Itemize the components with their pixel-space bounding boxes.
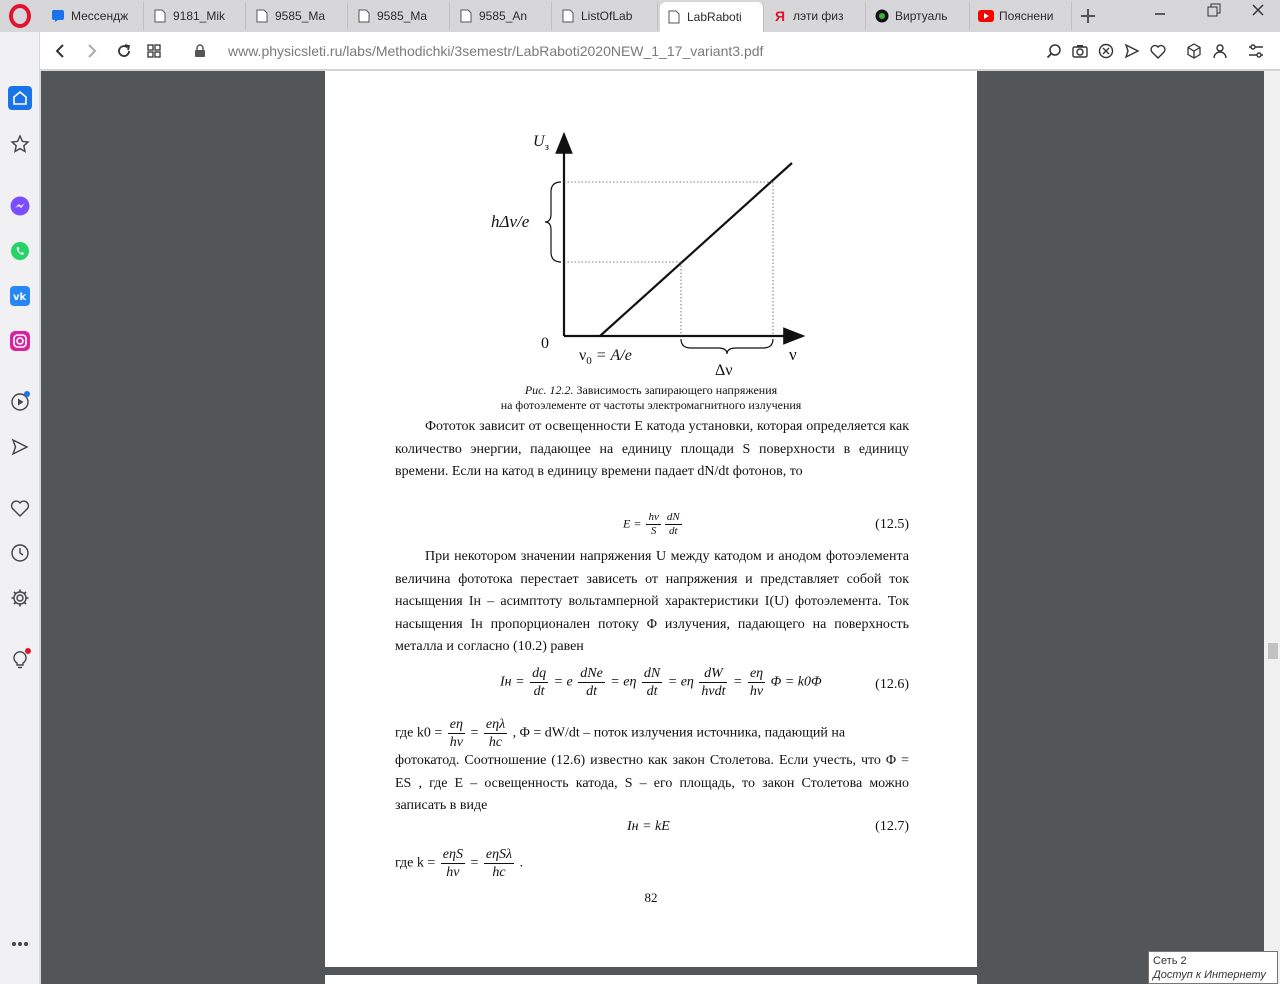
address-bar — [40, 32, 1280, 70]
paragraph-illuminance: Фототок зависит от освещенности E катода установки, которая определяется как количество энергии, падающее на единицу площади S поверхности в единицу времени. Если на катод в единицу времени падает dN/dt фотонов, то — [395, 419, 909, 479]
equation-number: (12.6) — [875, 677, 909, 692]
tab-label: Пояснени — [999, 9, 1054, 23]
nu0-label: $\nu_0 = A/e$ — [579, 347, 632, 367]
heart-pinboard-icon[interactable] — [8, 496, 32, 520]
equation-number: (12.5) — [875, 517, 909, 532]
page-number: 82 — [644, 890, 658, 905]
new-tab-plus-icon[interactable] — [1078, 6, 1098, 26]
document-tab-icon — [254, 8, 270, 24]
eq-lhs: E = — [623, 516, 642, 531]
secure-lock-icon[interactable] — [190, 41, 210, 61]
equation-number: (12.7) — [875, 819, 909, 834]
cube-extension-icon[interactable] — [1184, 41, 1204, 61]
network-tooltip — [1148, 951, 1278, 984]
forward-button[interactable] — [82, 41, 102, 61]
sidebar — [0, 32, 40, 984]
fraction: $\frac{e\eta}{h\nu}$ — [449, 717, 463, 750]
tab-label: 9585_An — [479, 9, 528, 23]
fraction: $\frac{h\nu}{S}$ — [648, 511, 659, 537]
document-tab-icon — [666, 9, 682, 25]
tab-label: Виртуаль — [895, 9, 948, 23]
tab-9585-1[interactable] — [248, 2, 348, 30]
svg-text:vk: vk — [13, 292, 27, 303]
paragraph-k-definition: где k = $\frac{\text{eηS}}{h\nu}$ = $\frac{\text{eηSλ}}{hc}$ . — [395, 847, 524, 880]
restore-button[interactable] — [1200, 0, 1228, 20]
tab-label: 9585_Ma — [275, 9, 326, 23]
paragraph-saturation-current: При некотором значении напряжения U между катодом и анодом фотоэлемента величина фототока перестает зависеть от напряжения и представляет собой ток насыщения Iн – асимптоту вольтамперной характеристики I(U) фотоэлемента. Ток насыщения Iн пропорционален потоку Φ излучения, падающего на поверхность металла и согласно (10.2) равен — [395, 549, 909, 654]
tab-strip — [0, 0, 1280, 32]
my-flow-send-icon[interactable] — [8, 435, 32, 459]
tab-messenger[interactable] — [44, 2, 144, 30]
stopping-voltage-graph — [475, 126, 805, 386]
document-tab-icon — [560, 8, 576, 24]
url-path: /labs/Methodichki/3semestr/LabRaboti2020NEW_1_17_variant3.pdf — [342, 43, 764, 59]
document-tab-icon — [458, 8, 474, 24]
pdf-page — [325, 71, 977, 967]
youtube-tab-icon — [978, 8, 994, 24]
fraction: $\frac{dq}{dt}$ — [532, 666, 547, 699]
equation-12-7: Iн = kE — [627, 819, 670, 834]
tooltip-network-name: Сеть 2 — [1153, 955, 1187, 967]
tab-youtube[interactable] — [972, 2, 1072, 30]
fraction: $\frac{\text{eηSλ}}{hc}$ — [485, 847, 513, 880]
pdf-viewer[interactable] — [41, 71, 1264, 984]
fraction: $\frac{dN}{dt}$ — [643, 666, 661, 699]
tab-listoflab[interactable] — [554, 2, 658, 30]
document-tab-icon — [152, 8, 168, 24]
opera-logo-icon[interactable] — [8, 4, 32, 28]
origin-label: 0 — [541, 335, 549, 352]
fraction: $\frac{\text{eηλ}}{hc}$ — [485, 717, 506, 750]
tab-9181[interactable] — [146, 2, 246, 30]
url-field[interactable] — [228, 43, 763, 59]
tab-label: ListOfLab — [581, 9, 633, 23]
adblock-icon[interactable] — [1096, 41, 1116, 61]
whatsapp-icon[interactable] — [8, 239, 32, 263]
player-notification-dot — [24, 391, 30, 397]
tab-label: 9181_Mik — [173, 9, 226, 23]
easy-setup-menu-icon[interactable] — [1246, 41, 1266, 61]
vk-icon[interactable] — [8, 284, 32, 308]
yandex-tab-icon: Я — [774, 8, 786, 24]
history-clock-icon[interactable] — [8, 541, 32, 565]
fraction: $\frac{dN}{dt}$ — [666, 511, 680, 537]
fraction: $\frac{e\eta}{h\nu}$ — [749, 666, 764, 699]
more-options-icon[interactable] — [8, 932, 32, 956]
figure-caption — [325, 383, 977, 397]
messenger-icon[interactable] — [8, 194, 32, 218]
document-tab-icon — [356, 8, 372, 24]
globe-tab-icon — [874, 8, 890, 24]
equation-12-6: Iн = $\frac{dq}{dt}$ = e $\frac{\text{dNe}}{dt}$ = eη $\frac{dN}{dt}$ = eη $\frac{dW}{\text{hνdt}}$ = $\frac{e\eta}{h\nu}$ Φ = k0Φ — [500, 666, 822, 699]
fraction: $\frac{\text{dNe}}{dt}$ — [580, 666, 603, 699]
account-avatar-icon[interactable] — [1210, 41, 1230, 61]
tab-label: Мессендж — [71, 9, 129, 23]
back-button[interactable] — [50, 41, 70, 61]
tab-label: 9585_Ma — [377, 9, 428, 23]
x-axis-label: ν — [789, 345, 797, 364]
caption-figure-number: Рис. 12.2. — [524, 383, 574, 397]
y-axis-label: $U_з$ — [533, 133, 549, 153]
figure-caption-line-2: на фотоэлементе от частоты электромагнитного излучения — [500, 398, 802, 412]
instagram-icon[interactable] — [8, 329, 32, 353]
fraction: $\frac{\text{eηS}}{h\nu}$ — [442, 847, 463, 880]
reload-button[interactable] — [114, 41, 134, 61]
linear-dependence-line — [600, 163, 792, 336]
send-flow-icon[interactable] — [1122, 41, 1142, 61]
paragraph-stoletov-law: фотокатод. Соотношение (12.6) известно как закон Столетова. Если учесть, что Φ = ES , где E – освещенность катода, S – его площадь, то закон Столетова можно записать в виде — [395, 753, 909, 813]
tab-label: лэти физ — [793, 9, 844, 23]
search-icon[interactable] — [1044, 41, 1064, 61]
delta-nu-label: Δν — [715, 362, 733, 379]
url-domain: www.physicsleti.ru — [228, 43, 343, 59]
speed-dial-grid-icon[interactable] — [144, 41, 164, 61]
horizontal-brace — [681, 339, 773, 354]
home-icon[interactable] — [8, 86, 32, 110]
tab-virtual[interactable] — [868, 2, 970, 30]
tab-9585-2[interactable] — [350, 2, 450, 30]
vertical-scrollbar[interactable] — [1264, 71, 1280, 984]
caption-line-1: Зависимость запирающего напряжения — [573, 383, 778, 397]
close-window-button[interactable] — [1244, 0, 1272, 20]
camera-snapshot-icon[interactable] — [1070, 41, 1090, 61]
tab-labraboti-active[interactable] — [660, 2, 764, 32]
star-bookmarks-icon[interactable] — [8, 132, 32, 156]
tab-label: LabRaboti — [687, 10, 742, 24]
paragraph-k0-definition: где k0 = $\frac{e\eta}{h\nu}$ = $\frac{\text{eηλ}}{hc}$ , Φ = dW/dt – поток излучения источника, падающий на — [395, 717, 846, 750]
vertical-brace — [545, 182, 561, 262]
bracket-label: hΔν/e — [491, 212, 530, 231]
scrollbar-thumb[interactable] — [1268, 643, 1278, 659]
tips-notification-dot — [25, 648, 31, 654]
tooltip-network-status: Доступ к Интернету — [1153, 969, 1266, 981]
equation-12-5 — [623, 511, 684, 538]
messenger-tab-icon — [50, 8, 66, 24]
heart-bookmark-icon[interactable] — [1148, 41, 1168, 61]
pdf-next-page — [325, 975, 977, 984]
tab-yandex[interactable] — [766, 2, 866, 30]
tab-9585-3[interactable] — [452, 2, 552, 30]
settings-gear-icon[interactable] — [8, 586, 32, 610]
minimize-button[interactable] — [1146, 0, 1174, 20]
fraction: $\frac{dW}{\text{hνdt}}$ — [701, 666, 726, 699]
